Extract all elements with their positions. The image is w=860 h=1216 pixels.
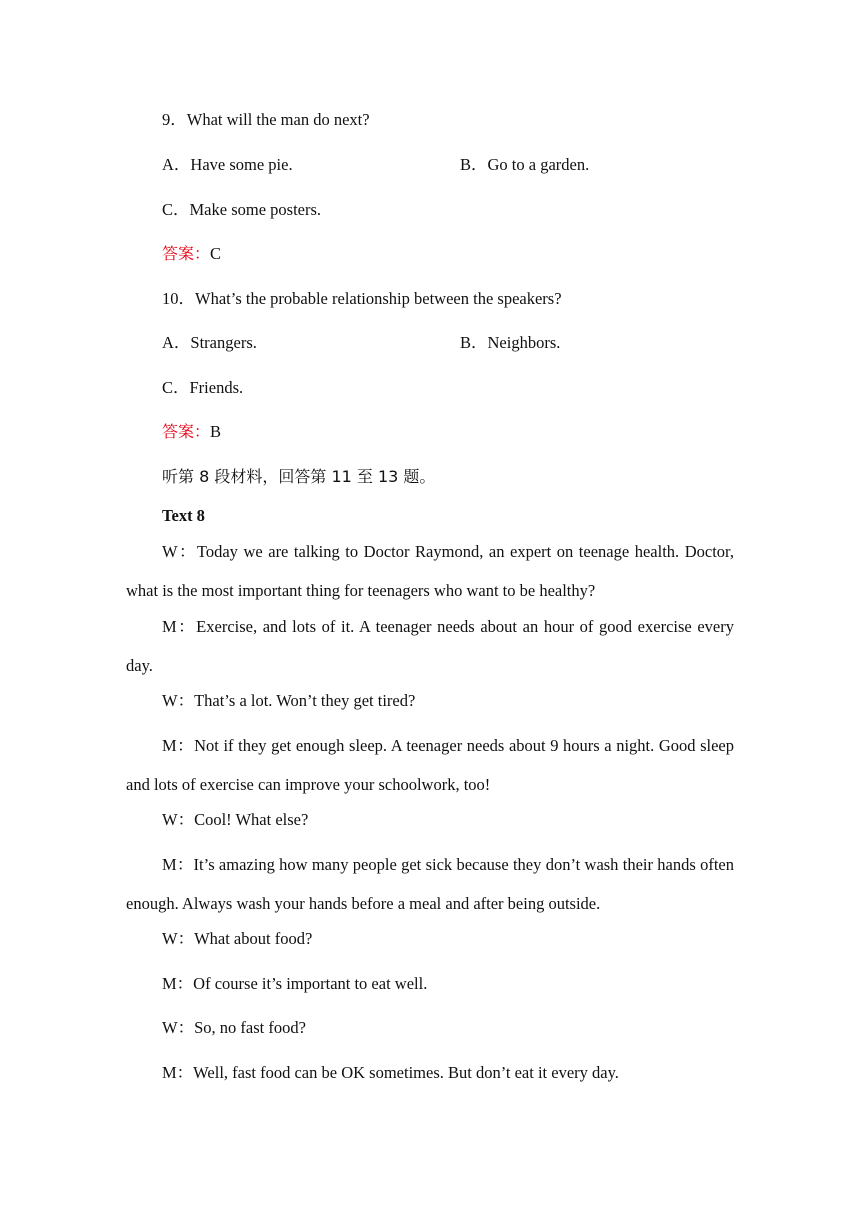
dialogue-line: W：What about food? [162, 929, 313, 948]
q9-answer [162, 244, 221, 264]
dialogue-line: W：So, no fast food? [162, 1018, 306, 1037]
q10-answer [162, 422, 221, 442]
q10-option-c: C．Friends. [162, 378, 244, 397]
question-10: 10．What’s the probable relationship between the speakers? [162, 289, 562, 308]
dialogue-line: M：Not if they get enough sleep. A teenager needs about 9 hours a night. Good sleep and lots of exercise can improve your schoolwork, too! [126, 736, 734, 794]
answer-value: B [210, 422, 222, 441]
dialogue-line: M：Of course it’s important to eat well. [162, 974, 428, 993]
dialogue-line: M：It’s amazing how many people get sick because they don’t wash their hands often enough. Always wash your hands before a meal and after being outside. [126, 855, 734, 913]
answer-label: 答案： [162, 422, 211, 441]
q10-option-a: A．Strangers. [162, 333, 257, 352]
dialogue-line: W：Cool! What else? [162, 810, 309, 829]
text-title: Text 8 [162, 506, 205, 525]
answer-value: C [210, 244, 222, 263]
dialogue-line: W：That’s a lot. Won’t they get tired? [162, 691, 416, 710]
dialogue-line: W：Today we are talking to Doctor Raymond, an expert on teenage health. Doctor, what is the most important thing for teenagers who want to be healthy? [126, 542, 734, 600]
q9-option-c: C．Make some posters. [162, 200, 322, 219]
q10-option-b: B．Neighbors. [460, 333, 561, 352]
question-9: 9．What will the man do next? [162, 110, 370, 129]
dialogue-line: M：Well, fast food can be OK sometimes. But don’t eat it every day. [162, 1063, 619, 1082]
dialogue-line: M：Exercise, and lots of it. A teenager needs about an hour of good exercise every day. [126, 617, 734, 675]
q9-option-b: B．Go to a garden. [460, 155, 590, 174]
q9-option-a: A．Have some pie. [162, 155, 293, 174]
section-instruction: 听第 8 段材料，回答第 11 至 13 题。 [162, 467, 436, 486]
answer-label: 答案： [162, 244, 211, 263]
